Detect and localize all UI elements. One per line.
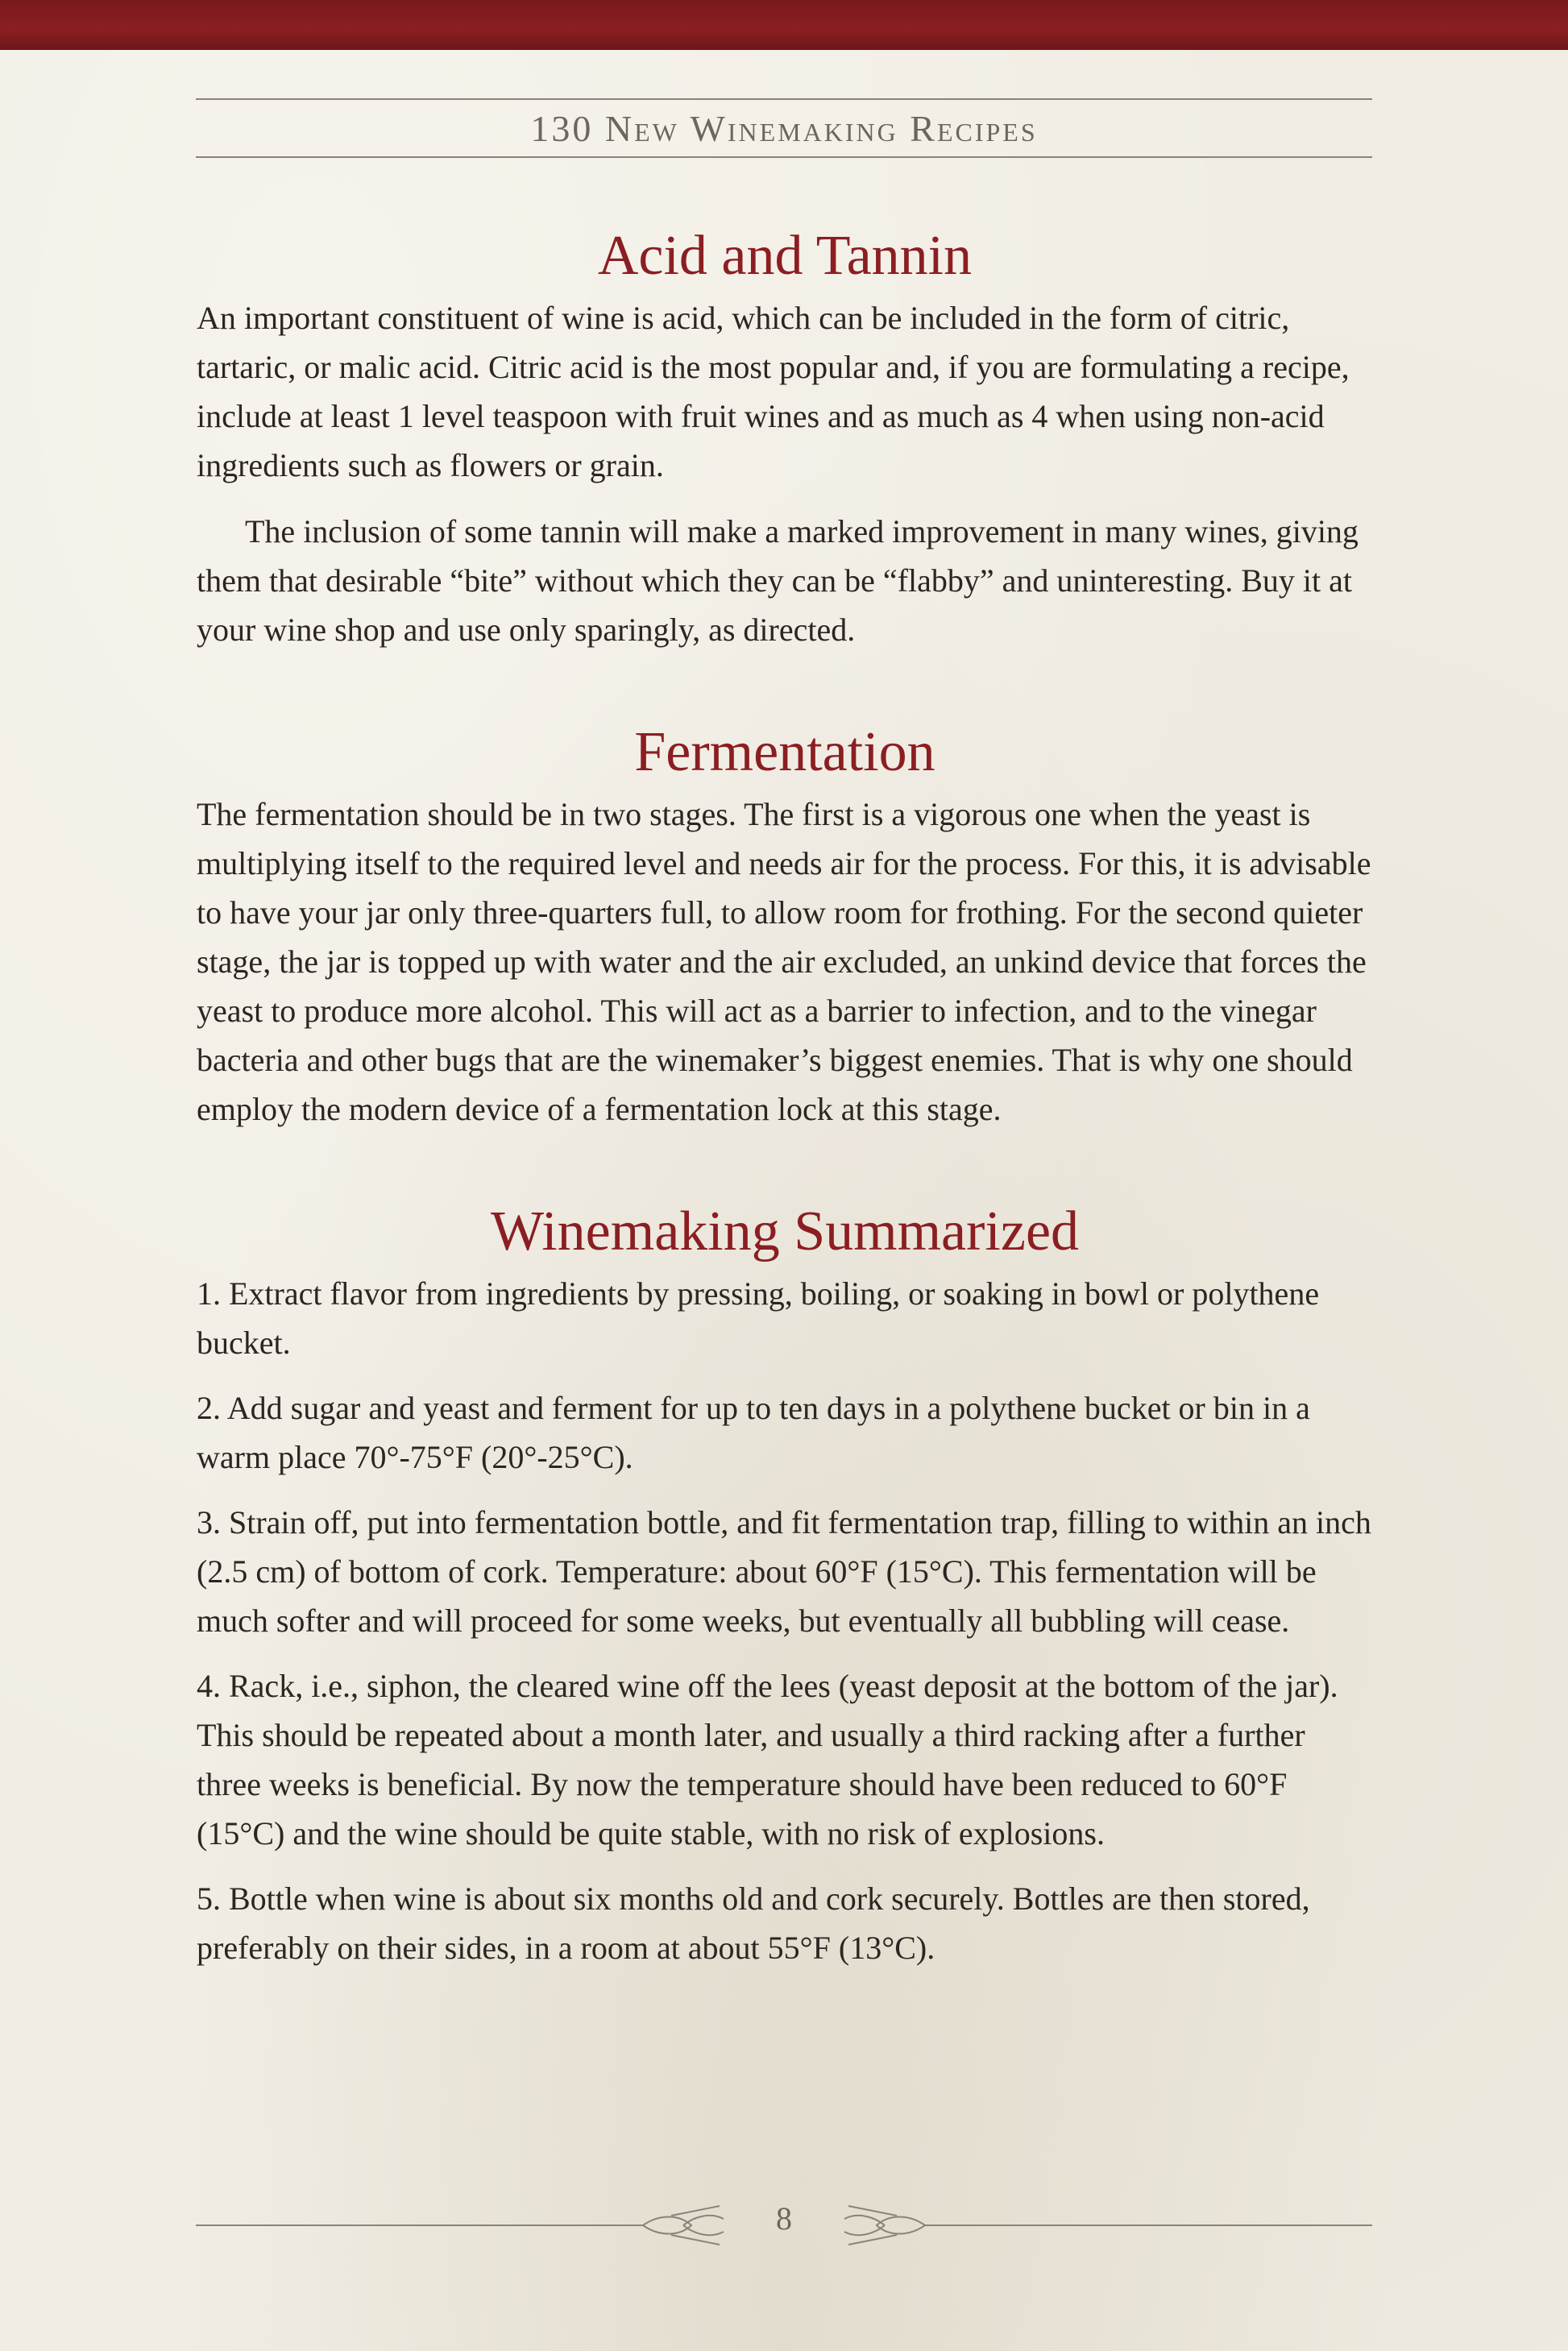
list-item: 1. Extract flavor from ingredients by pressing, boiling, or soaking in bowl or polythene bucket.	[197, 1275, 1320, 1361]
paragraph: The fermentation should be in two stages. The first is a vigorous one when the yeast is multiplying itself to the required level and needs air for the process. For this, it is advisable to have your jar only three-quarters full, to allow room for frothing. For the second quieter stage, the jar is topped up with water and the air excluded, an unkind device that forces the yeast to produce more alcohol. This will act as a barrier to infection, and to the vinegar bacteria and other bugs that are the winemaker’s biggest enemies. That is why one should employ the modern device of a fermentation lock at this stage.	[197, 796, 1371, 1127]
list-item: 2. Add sugar and yeast and ferment for up to ten days in a polythene bucket or bin in a warm place 70°-75°F (20°-25°C).	[197, 1390, 1310, 1475]
running-header	[196, 98, 1372, 158]
running-title: 130 New Winemaking Recipes	[530, 107, 1038, 149]
list-item: 4. Rack, i.e., siphon, the cleared wine off the lees (yeast deposit at the bottom of the jar). This should be repeated about a month later, and usually a third racking after a further three weeks is beneficial. By now the temperature should have been reduced to 60°F (15°C) and the wine should be quite stable, with no risk of explosions.	[197, 1668, 1338, 1851]
section-title-fermentation: Fermentation	[634, 721, 935, 783]
section-title-acid-and-tannin: Acid and Tannin	[597, 225, 973, 287]
section-title-winemaking-summarized: Winemaking Summarized	[490, 1200, 1080, 1263]
page-number: 8	[776, 2200, 792, 2237]
list-item: 5. Bottle when wine is about six months old and cork securely. Bottles are then stored, preferably on their sides, in a room at about 55°F (13°C).	[197, 1880, 1310, 1966]
summary-steps-list	[197, 1269, 1373, 1972]
paragraph: The inclusion of some tannin will make a marked improvement in many wines, giving them that desirable “bite” without which they can be “flabby” and uninteresting. Buy it at your wine shop and use only sparingly, as directed.	[197, 513, 1359, 648]
top-color-band	[0, 0, 1568, 50]
page-footer	[196, 2191, 1372, 2256]
page-body	[197, 222, 1373, 1972]
list-item: 3. Strain off, put into fermentation bottle, and fit fermentation trap, filling to within an inch (2.5 cm) of bottom of cork. Temperature: about 60°F (15°C). This fermentation will be much softer and will proceed for some weeks, but eventually all bubbling will cease.	[197, 1504, 1371, 1639]
paragraph: An important constituent of wine is acid, which can be included in the form of citric, tartaric, or malic acid. Citric acid is the most popular and, if you are formulating a recipe, include at least 1 level teaspoon with fruit wines and as much as 4 when using non-acid ingredients such as flowers or grain.	[197, 300, 1350, 483]
